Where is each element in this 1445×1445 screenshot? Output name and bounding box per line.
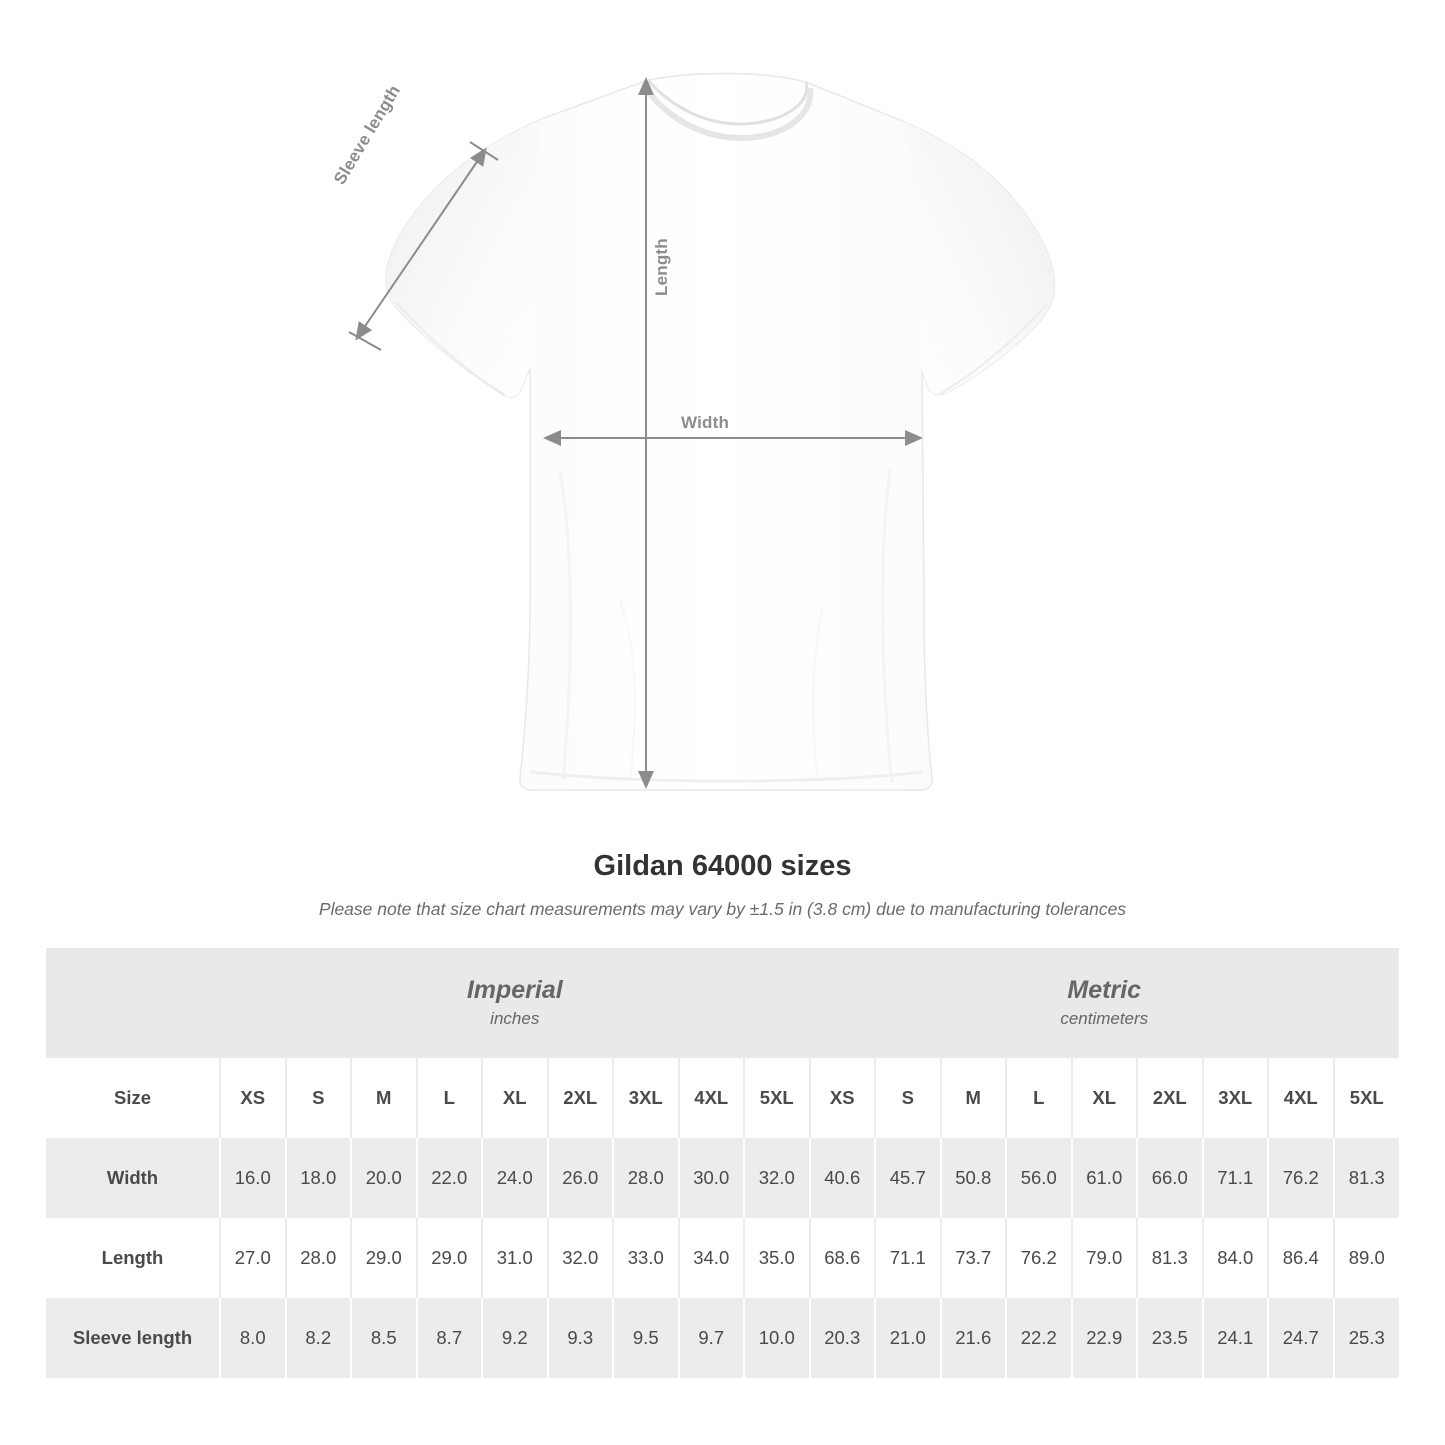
length-label: Length: [652, 238, 671, 296]
table-cell: 32.0: [548, 1218, 614, 1298]
table-cell: 8.0: [220, 1298, 286, 1378]
table-row: [46, 1218, 1399, 1298]
tolerance-note: Please note that size chart measurements may vary by ±1.5 in (3.8 cm) due to manufacturing tolerances: [318, 899, 1127, 919]
table-cell: 31.0: [482, 1218, 548, 1298]
imperial-header: [220, 948, 810, 1058]
table-cell: 81.3: [1334, 1138, 1400, 1218]
table-cell: 20.0: [351, 1138, 417, 1218]
table-cell: 40.6: [810, 1138, 876, 1218]
table-cell: 73.7: [941, 1218, 1007, 1298]
width-label: Width: [681, 413, 730, 432]
table-cell: 24.0: [482, 1138, 548, 1218]
column-header: 4XL: [679, 1058, 745, 1138]
table-cell: 86.4: [1268, 1218, 1334, 1298]
table-cell: 22.0: [417, 1138, 483, 1218]
column-header: XS: [220, 1058, 286, 1138]
table-cell: 81.3: [1137, 1218, 1203, 1298]
table-cell: 61.0: [1072, 1138, 1138, 1218]
table-cell: 24.7: [1268, 1298, 1334, 1378]
title-block: [0, 850, 1445, 920]
table-cell: 9.2: [482, 1298, 548, 1378]
size-table-wrapper: [0, 948, 1445, 1378]
column-header: 2XL: [1137, 1058, 1203, 1138]
column-header: 5XL: [1334, 1058, 1400, 1138]
table-cell: 10.0: [744, 1298, 810, 1378]
table-cell: 89.0: [1334, 1218, 1400, 1298]
row-label-width: Width: [46, 1138, 220, 1218]
table-cell: 45.7: [875, 1138, 941, 1218]
table-cell: 8.7: [417, 1298, 483, 1378]
unit-header-row: [46, 948, 1399, 1058]
column-header: 4XL: [1268, 1058, 1334, 1138]
table-cell: 8.2: [286, 1298, 352, 1378]
table-cell: 34.0: [679, 1218, 745, 1298]
table-cell: 8.5: [351, 1298, 417, 1378]
table-cell: 16.0: [220, 1138, 286, 1218]
column-header: XS: [810, 1058, 876, 1138]
metric-unit-label: centimeters: [1060, 1008, 1149, 1028]
column-header: M: [351, 1058, 417, 1138]
row-label-sleeve-length: Sleeve length: [46, 1298, 220, 1378]
table-cell: 20.3: [810, 1298, 876, 1378]
table-cell: 76.2: [1268, 1138, 1334, 1218]
table-cell: 68.6: [810, 1218, 876, 1298]
size-table: [46, 948, 1399, 1378]
table-cell: 84.0: [1203, 1218, 1269, 1298]
row-label-length: Length: [46, 1218, 220, 1298]
table-cell: 9.7: [679, 1298, 745, 1378]
page-title: Gildan 64000 sizes: [593, 850, 852, 882]
table-cell: 21.6: [941, 1298, 1007, 1378]
table-cell: 23.5: [1137, 1298, 1203, 1378]
table-cell: 24.1: [1203, 1298, 1269, 1378]
table-cell: 9.5: [613, 1298, 679, 1378]
table-cell: 35.0: [744, 1218, 810, 1298]
column-header: L: [417, 1058, 483, 1138]
column-header: M: [941, 1058, 1007, 1138]
table-cell: 9.3: [548, 1298, 614, 1378]
table-cell: 76.2: [1006, 1218, 1072, 1298]
table-row: [46, 1138, 1399, 1218]
table-cell: 18.0: [286, 1138, 352, 1218]
table-cell: 26.0: [548, 1138, 614, 1218]
imperial-unit-label: inches: [490, 1008, 540, 1028]
column-header: 3XL: [613, 1058, 679, 1138]
column-header: XL: [1072, 1058, 1138, 1138]
table-cell: 29.0: [417, 1218, 483, 1298]
table-cell: 27.0: [220, 1218, 286, 1298]
metric-system-label: Metric: [1067, 975, 1142, 1004]
table-cell: 79.0: [1072, 1218, 1138, 1298]
column-header: 3XL: [1203, 1058, 1269, 1138]
table-cell: 22.2: [1006, 1298, 1072, 1378]
sleeve-length-label: Sleeve length: [330, 81, 405, 188]
table-cell: 25.3: [1334, 1298, 1400, 1378]
table-cell: 33.0: [613, 1218, 679, 1298]
metric-header: [810, 948, 1400, 1058]
column-header: 2XL: [548, 1058, 614, 1138]
table-cell: 28.0: [286, 1218, 352, 1298]
table-header-row: [46, 1058, 1399, 1138]
column-header: S: [286, 1058, 352, 1138]
table-cell: 66.0: [1137, 1138, 1203, 1218]
size-header-label: Size: [46, 1058, 220, 1138]
table-cell: 50.8: [941, 1138, 1007, 1218]
table-cell: 71.1: [1203, 1138, 1269, 1218]
table-cell: 56.0: [1006, 1138, 1072, 1218]
imperial-system-label: Imperial: [466, 975, 563, 1004]
table-cell: 32.0: [744, 1138, 810, 1218]
column-header: L: [1006, 1058, 1072, 1138]
column-header: XL: [482, 1058, 548, 1138]
unit-header-spacer: [46, 948, 220, 1058]
column-header: 5XL: [744, 1058, 810, 1138]
table-cell: 22.9: [1072, 1298, 1138, 1378]
column-header: S: [875, 1058, 941, 1138]
table-cell: 30.0: [679, 1138, 745, 1218]
table-cell: 28.0: [613, 1138, 679, 1218]
table-row: [46, 1298, 1399, 1378]
table-cell: 29.0: [351, 1218, 417, 1298]
table-cell: 21.0: [875, 1298, 941, 1378]
table-cell: 71.1: [875, 1218, 941, 1298]
